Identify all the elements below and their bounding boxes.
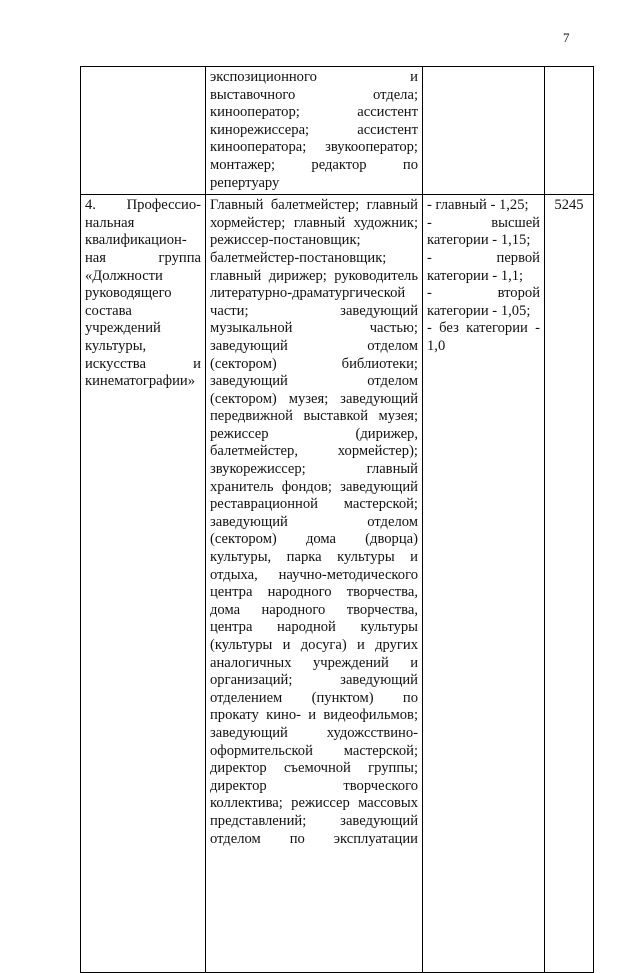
text-line: представлений; заведующий xyxy=(210,812,418,829)
text-line: руководящего xyxy=(85,285,172,302)
text-line: отделом по эксплуатации xyxy=(210,830,418,847)
text-line: категории - 1,1; xyxy=(427,267,524,284)
text-line: нальная xyxy=(85,214,135,231)
text-line: категории - 1,15; xyxy=(427,232,531,249)
cell-salary xyxy=(545,67,594,195)
text-line: дома народного творчества, xyxy=(210,601,418,618)
text-line: балетмейстер, хормейстер); xyxy=(210,443,418,460)
text-line: музыкальной частью; xyxy=(210,320,418,337)
text-line: Главный балетмейстер; главный xyxy=(210,197,418,214)
text-line: - второй xyxy=(427,285,540,302)
text-line: директор съемочной группы; xyxy=(210,760,418,777)
text-line: экспозиционного и xyxy=(210,69,418,85)
text-line: - высшей xyxy=(427,214,540,231)
text-line: (сектором) дома (дворца) xyxy=(210,531,418,548)
text-line: 4. Профессио- xyxy=(85,197,201,214)
text-line: кинооператор; ассистент xyxy=(210,104,418,121)
text-line: (сектором) музея; заведующий xyxy=(210,390,418,407)
table-row-continuation xyxy=(81,67,594,195)
text-line: монтажер; редактор по xyxy=(210,156,418,173)
text-line: организаций; заведующий xyxy=(210,672,418,689)
text-line: кинематографии» xyxy=(85,373,196,390)
text-line: кинорежиссера; ассистент xyxy=(210,121,418,138)
text-line: балетмейстер-постановщик; xyxy=(210,249,387,266)
text-line: оформительской мастерской; xyxy=(210,742,418,759)
text-line: режиссер (дирижер, xyxy=(210,425,418,442)
text-line: заведующий отделом xyxy=(210,373,418,390)
text-line: части; заведующий xyxy=(210,302,418,319)
text-line: главный дирижер; руководитель xyxy=(210,267,418,284)
text-line: режиссер-постановщик; xyxy=(210,232,361,249)
text-line: искусства и xyxy=(85,355,201,372)
page-number: 7 xyxy=(563,30,570,45)
text-line: передвижной выставкой музея; xyxy=(210,408,418,425)
cell-coefficients xyxy=(423,195,545,973)
text-line: реставрационной мастерской; xyxy=(210,496,418,513)
text-line: центра народного творчества, xyxy=(210,584,418,601)
text-line: категории - 1,05; xyxy=(427,302,531,319)
text-line: заведующий отделом xyxy=(210,513,418,530)
text-line: хранитель фондов; заведующий xyxy=(210,478,418,495)
salary-value: 5245 xyxy=(554,197,584,214)
text-line: культуры, парка культуры и xyxy=(210,549,418,566)
text-line: (сектором) библиотеки; xyxy=(210,355,418,372)
text-line: «Должности xyxy=(85,267,163,284)
text-line: аналогичных учреждений и xyxy=(210,654,418,671)
text-line: центра народной культуры xyxy=(210,619,418,636)
cell-coefficients xyxy=(423,67,545,195)
text-line: выставочного отдела; xyxy=(210,86,418,103)
text-line: - первой xyxy=(427,249,540,266)
text-line: учреждений xyxy=(85,320,161,337)
cell-group-name xyxy=(81,195,206,973)
cell-positions xyxy=(206,67,423,195)
text-line: отделением (пунктом) по xyxy=(210,689,418,706)
text-line: (культуры и досуга) и других xyxy=(210,637,418,653)
cell-positions xyxy=(206,195,423,973)
text-line: заведующий художсствино- xyxy=(210,724,418,741)
salary-table xyxy=(80,66,594,973)
text-line: заведующий отделом xyxy=(210,337,418,354)
text-line: ная группа xyxy=(85,249,201,266)
text-line: директор творческого xyxy=(210,777,418,794)
text-line: отдыха, научно-методического xyxy=(210,566,418,583)
text-line: хормейстер; главный художник; xyxy=(210,214,418,231)
cell-group xyxy=(81,67,206,195)
text-line: 1,0 xyxy=(427,337,446,354)
text-line: прокату кино- и видеофильмов; xyxy=(210,707,418,724)
text-line: квалификацион- xyxy=(85,232,187,249)
text-line: - без категории - xyxy=(427,320,540,337)
text-line: звукорежиссер; главный xyxy=(210,461,418,478)
text-line: культуры, xyxy=(85,337,147,354)
text-line: состава xyxy=(85,302,132,319)
text-line: - главный - 1,25; xyxy=(427,197,529,214)
text-line: кинооператора; звукооператор; xyxy=(210,139,418,156)
text-line: коллектива; режиссер массовых xyxy=(210,795,418,812)
text-line: литературно-драматургической xyxy=(210,285,406,302)
cell-salary xyxy=(545,195,594,973)
text-line: репертуару xyxy=(210,174,280,191)
table-row-group-4 xyxy=(81,195,594,973)
